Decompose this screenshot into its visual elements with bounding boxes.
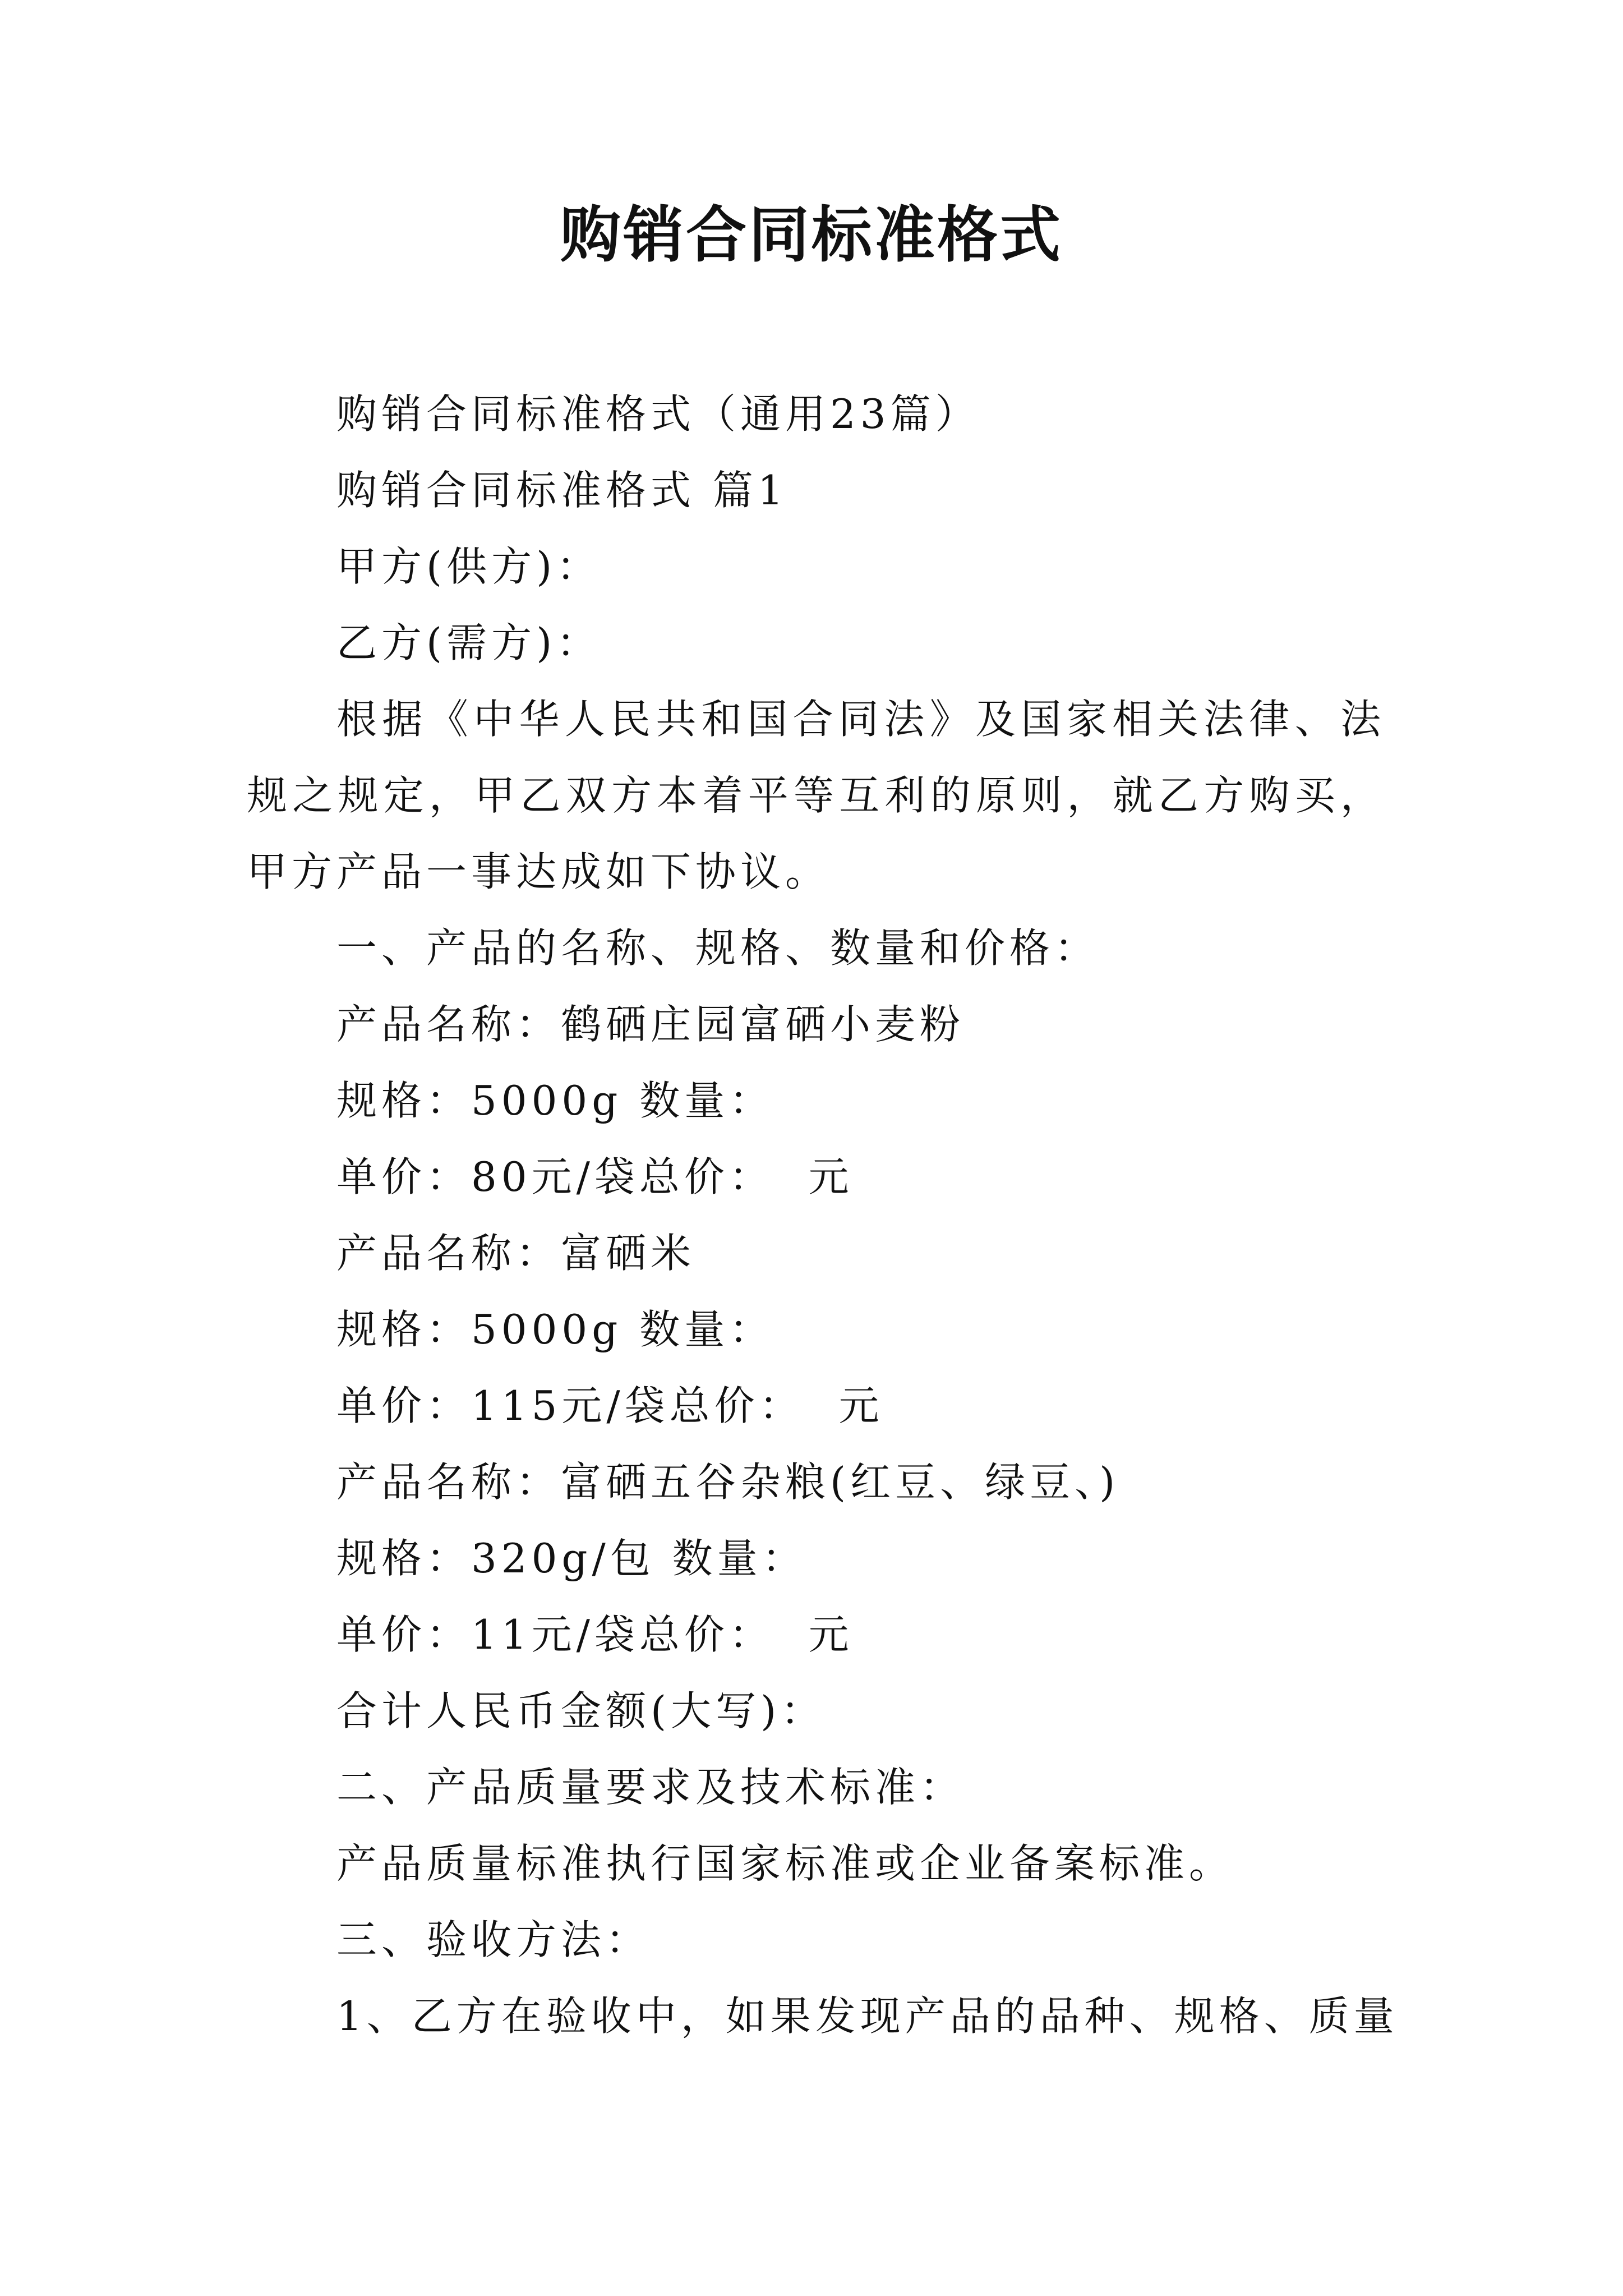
paragraph: 产品名称：鹤硒庄园富硒小麦粉 xyxy=(336,1001,965,1048)
paragraph: 一、产品的名称、规格、数量和价格： xyxy=(336,924,1100,972)
paragraph: 规格：320g/包 数量： xyxy=(336,1535,807,1582)
paragraph: 单价：115元/袋总价： 元 xyxy=(336,1382,884,1429)
paragraph: 乙方(需方)： xyxy=(336,619,602,666)
paragraph: 三、验收方法： xyxy=(336,1916,651,1963)
paragraph: 购销合同标准格式 篇1 xyxy=(336,467,788,514)
paragraph: 产品名称：富硒米 xyxy=(336,1230,696,1277)
document-title: 购销合同标准格式 xyxy=(560,200,1063,270)
document-body xyxy=(247,376,1399,2054)
paragraph: 单价：11元/袋总价： 元 xyxy=(336,1611,854,1658)
paragraph: 产品名称：富硒五谷杂粮(红豆、绿豆、) xyxy=(336,1458,1120,1506)
paragraph: 规格：5000g 数量： xyxy=(336,1306,774,1353)
paragraph: 合计人民币金额(大写)： xyxy=(336,1687,826,1734)
paragraph: 产品质量标准执行国家标准或企业备案标准。 xyxy=(336,1840,1234,1887)
paragraph: 甲方(供方)： xyxy=(336,543,602,590)
paragraph: 单价：80元/袋总价： 元 xyxy=(336,1153,854,1200)
paragraph: 1、乙方在验收中，如果发现产品的品种、规格、质量 xyxy=(336,1993,1399,2040)
paragraph: 规格：5000g 数量： xyxy=(336,1077,774,1124)
paragraph: 购销合同标准格式（通用23篇） xyxy=(336,390,980,438)
paragraph: 根据《中华人民共和国合同法》及国家相关法律、法规之规定，甲乙双方本着平等互利的原则，就乙方购买，甲方产品一事达成如下协议。 xyxy=(247,696,1385,895)
paragraph: 二、产品质量要求及技术标准： xyxy=(336,1764,965,1811)
